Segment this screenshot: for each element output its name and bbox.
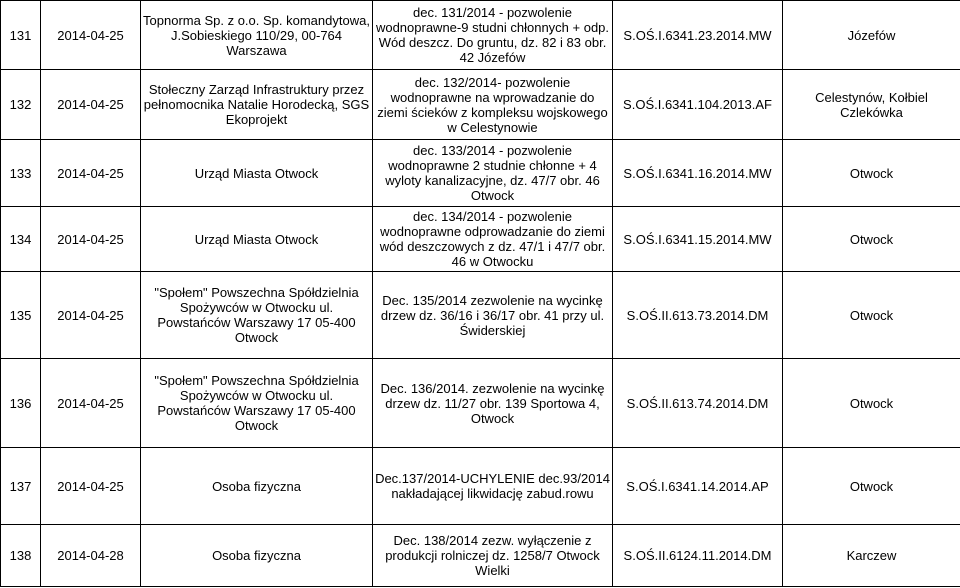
row-reference: S.OŚ.I.6341.23.2014.MW	[613, 1, 783, 70]
row-location: Otwock	[783, 448, 960, 525]
row-decision: dec. 133/2014 - pozwolenie wodnoprawne 2 studnie chłonne + 4 wyloty kanalizacyjne, dz. 47/7 obr. 46 Otwock	[373, 140, 613, 207]
row-location: Otwock	[783, 207, 960, 272]
row-date: 2014-04-25	[41, 1, 141, 70]
row-decision: Dec. 136/2014. zezwolenie na wycinkę drzew dz. 11/27 obr. 139 Sportowa 4, Otwock	[373, 359, 613, 448]
row-number: 134	[1, 207, 41, 272]
table-row	[1, 207, 960, 272]
row-applicant: Urząd Miasta Otwock	[141, 207, 373, 272]
row-date: 2014-04-25	[41, 272, 141, 359]
row-decision: Dec. 135/2014 zezwolenie na wycinkę drzew dz. 36/16 i 36/17 obr. 41 przy ul. Świderskiej	[373, 272, 613, 359]
row-location: Otwock	[783, 272, 960, 359]
row-date: 2014-04-25	[41, 140, 141, 207]
row-date: 2014-04-25	[41, 359, 141, 448]
row-reference: S.OŚ.II.613.73.2014.DM	[613, 272, 783, 359]
row-location: Józefów	[783, 1, 960, 70]
row-location: Otwock	[783, 359, 960, 448]
row-reference: S.OŚ.II.6124.11.2014.DM	[613, 525, 783, 587]
row-reference: S.OŚ.II.613.74.2014.DM	[613, 359, 783, 448]
row-number: 133	[1, 140, 41, 207]
row-decision: dec. 131/2014 - pozwolenie wodnoprawne-9 studni chłonnych + odp. Wód deszcz. Do gruntu, dz. 82 i 83 obr. 42 Józefów	[373, 1, 613, 70]
row-applicant: Osoba fizyczna	[141, 448, 373, 525]
row-applicant: Osoba fizyczna	[141, 525, 373, 587]
row-number: 132	[1, 70, 41, 140]
row-number: 131	[1, 1, 41, 70]
row-number: 136	[1, 359, 41, 448]
row-reference: S.OŚ.I.6341.15.2014.MW	[613, 207, 783, 272]
table-row	[1, 1, 960, 70]
row-date: 2014-04-25	[41, 70, 141, 140]
row-applicant: "Społem" Powszechna Spółdzielnia Spożywców w Otwocku ul. Powstańców Warszawy 17 05-400 Otwock	[141, 272, 373, 359]
row-decision: Dec.137/2014-UCHYLENIE dec.93/2014 nakładającej likwidację zabud.rowu	[373, 448, 613, 525]
row-decision: Dec. 138/2014 zezw. wyłączenie z produkcji rolniczej dz. 1258/7 Otwock Wielki	[373, 525, 613, 587]
row-decision: dec. 134/2014 - pozwolenie wodnoprawne odprowadzanie do ziemi wód deszczowych z dz. 47/1 i 47/7 obr. 46 w Otwocku	[373, 207, 613, 272]
row-number: 137	[1, 448, 41, 525]
table-row	[1, 140, 960, 207]
row-location: Karczew	[783, 525, 960, 587]
row-date: 2014-04-25	[41, 207, 141, 272]
table-row	[1, 70, 960, 140]
row-applicant: Stołeczny Zarząd Infrastruktury przez pełnomocnika Natalie Horodecką, SGS Ekoprojekt	[141, 70, 373, 140]
row-reference: S.OŚ.I.6341.14.2014.AP	[613, 448, 783, 525]
row-applicant: Urząd Miasta Otwock	[141, 140, 373, 207]
table-row	[1, 448, 960, 525]
table-row	[1, 525, 960, 587]
row-applicant: Topnorma Sp. z o.o. Sp. komandytowa, J.Sobieskiego 110/29, 00-764 Warszawa	[141, 1, 373, 70]
row-decision: dec. 132/2014- pozwolenie wodnoprawne na wprowadzanie do ziemi ścieków z kompleksu wojskowego w Celestynowie	[373, 70, 613, 140]
row-reference: S.OŚ.I.6341.16.2014.MW	[613, 140, 783, 207]
row-applicant: "Społem" Powszechna Spółdzielnia Spożywców w Otwocku ul. Powstańców Warszawy 17 05-400 Otwock	[141, 359, 373, 448]
row-number: 138	[1, 525, 41, 587]
row-date: 2014-04-25	[41, 448, 141, 525]
row-number: 135	[1, 272, 41, 359]
row-date: 2014-04-28	[41, 525, 141, 587]
row-location: Celestynów, Kołbiel Czlekówka	[783, 70, 960, 140]
row-reference: S.OŚ.I.6341.104.2013.AF	[613, 70, 783, 140]
row-location: Otwock	[783, 140, 960, 207]
table-row	[1, 272, 960, 359]
table-row	[1, 359, 960, 448]
